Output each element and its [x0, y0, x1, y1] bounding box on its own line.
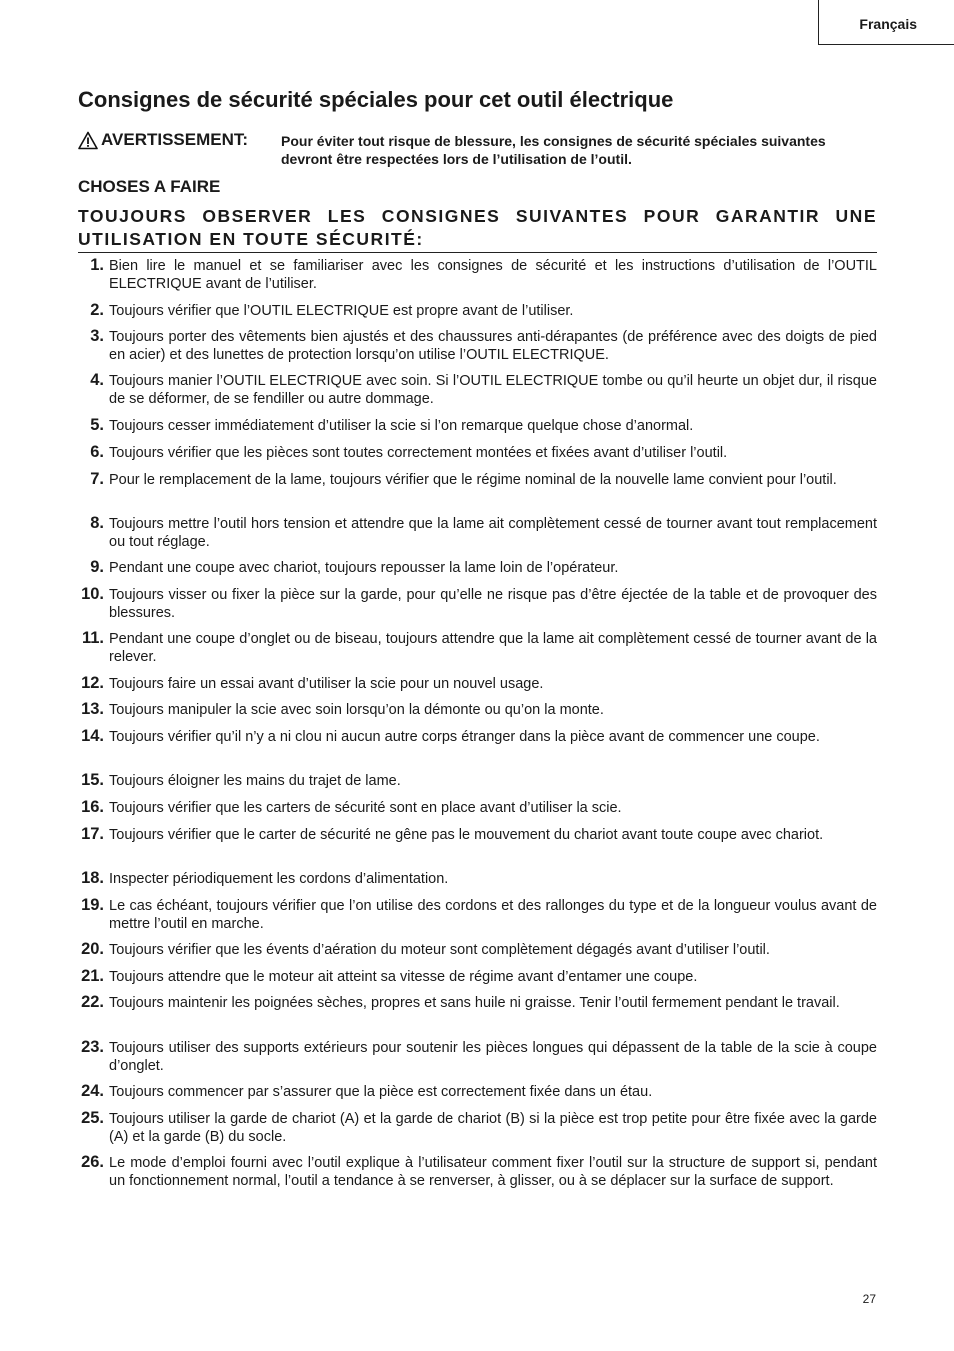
warning-text: Pour éviter tout risque de blessure, les consignes de sécurité spéciales suivantes devront être respectées lors de l’utilisation de l’outil.	[281, 133, 826, 167]
list-item-number: 12.	[81, 674, 104, 692]
list-item-number: 24.	[81, 1082, 104, 1100]
list-item-number: 16.	[81, 798, 104, 816]
list-item-text: Toujours utiliser la garde de chariot (A) et la garde de chariot (B) si la pièce est trop petite pour être fixée avec la garde (A) et la garde (B) du socle.	[109, 1111, 877, 1145]
list-item-number: 5.	[90, 416, 104, 434]
list-item-text: Bien lire le manuel et se familiariser avec les consignes de sécurité et les instructions d’utilisation de l’OUTIL ELECTRIQUE avant de l’utiliser.	[109, 258, 877, 292]
language-label: Français	[859, 16, 917, 32]
list-item-number: 26.	[81, 1153, 104, 1171]
list-item-text: Pour le remplacement de la lame, toujours vérifier que le régime nominal de la nouvelle lame convient pour l’outil.	[109, 472, 837, 488]
list-item-number: 1.	[90, 256, 104, 274]
list-item-text: Toujours commencer par s’assurer que la pièce est correctement fixée dans un étau.	[109, 1084, 653, 1100]
list-item-text: Toujours vérifier que le carter de sécurité ne gêne pas le mouvement du chariot avant toute coupe avec chariot.	[109, 827, 824, 843]
list-item-text: Toujours faire un essai avant d’utiliser la scie pour un nouvel usage.	[109, 676, 544, 692]
list-item-number: 22.	[81, 993, 104, 1011]
list-item-text: Toujours utiliser des supports extérieurs pour soutenir les pièces longues qui dépassent de la table de la scie à coupe d’onglet.	[109, 1040, 877, 1074]
list-item-text: Toujours manier l’OUTIL ELECTRIQUE avec soin. Si l’OUTIL ELECTRIQUE tombe ou qu’il heurte un objet dur, il risque de se déformer, de se fendiller ou autre dommage.	[109, 373, 877, 407]
list-item-number: 3.	[90, 327, 104, 345]
list-item-number: 8.	[90, 514, 104, 532]
list-item-text: Pendant une coupe d’onglet ou de biseau, toujours attendre que la lame ait complètement cessé de tourner avant de la relever.	[109, 631, 877, 665]
list-item-number: 20.	[81, 940, 104, 958]
list-item-text: Inspecter périodiquement les cordons d’alimentation.	[109, 871, 449, 887]
list-item-text: Toujours vérifier que les carters de sécurité sont en place avant d’utiliser la scie.	[109, 800, 622, 816]
list-item-number: 21.	[81, 967, 104, 985]
list-item-text: Toujours vérifier que les pièces sont toutes correctement montées et fixées avant d’utiliser l’outil.	[109, 445, 728, 461]
list-item-text: Toujours vérifier que les évents d’aération du moteur sont complètement dégagés avant d’utiliser l’outil.	[109, 942, 770, 958]
list-item-number: 4.	[90, 371, 104, 389]
list-item-number: 19.	[81, 896, 104, 914]
warning-label: AVERTISSEMENT:	[101, 130, 249, 149]
list-item-text: Toujours vérifier qu’il n’y a ni clou ni aucun autre corps étranger dans la pièce avant de commencer une coupe.	[109, 729, 820, 745]
list-item-number: 17.	[81, 825, 104, 843]
list-item-text: Toujours attendre que le moteur ait atteint sa vitesse de régime avant d’entamer une coupe.	[109, 969, 698, 985]
list-item-number: 2.	[90, 301, 104, 319]
list-item-number: 13.	[81, 700, 104, 718]
list-item-text: Toujours cesser immédiatement d’utiliser la scie si l’on remarque quelque chose d’anormal.	[109, 418, 694, 434]
list-item-text: Toujours porter des vêtements bien ajustés et des chaussures anti-dérapantes (de préférence avec des doigts de pied en acier) et des lunettes de protection lorsqu’on utilise l’OUTIL ELECTRIQUE.	[109, 329, 877, 363]
list-item-text: Toujours maintenir les poignées sèches, propres et sans huile ni graisse. Tenir l’outil fermement pendant le travail.	[109, 995, 840, 1011]
list-item-number: 10.	[81, 585, 104, 603]
list-item-text: Pendant une coupe avec chariot, toujours repousser la lame loin de l’opérateur.	[109, 560, 619, 576]
list-item-number: 9.	[90, 558, 104, 576]
section-subheading: CHOSES A FAIRE	[78, 177, 221, 196]
list-item-text: Toujours visser ou fixer la pièce sur la garde, pour qu’elle ne risque pas d’être éjectée de la table et de provoquer des blessures.	[109, 587, 877, 621]
list-item-number: 6.	[90, 443, 104, 461]
list-item-number: 11.	[81, 629, 104, 647]
list-item-number: 23.	[81, 1038, 104, 1056]
list-item-text: Le cas échéant, toujours vérifier que l’on utilise des cordons et des rallonges du type et de la longueur voulus avant de mettre l’outil en marche.	[109, 898, 877, 932]
list-item-number: 14.	[81, 727, 104, 745]
list-item-number: 7.	[90, 470, 104, 488]
list-item-number: 25.	[81, 1109, 104, 1127]
list-item-text: Toujours vérifier que l’OUTIL ELECTRIQUE est propre avant de l’utiliser.	[109, 303, 574, 319]
section-headline: TOUJOURS OBSERVER LES CONSIGNES SUIVANTES POUR GARANTIR UNE UTILISATION EN TOUTE SÉCURITÉ:	[78, 205, 877, 253]
list-item-text: Le mode d’emploi fourni avec l’outil explique à l’utilisateur comment fixer l’outil sur la structure de support si, pendant un fonctionnement normal, l’outil a tendance à se renverser, à glisser, ou à se déplacer sur la surface de support.	[109, 1155, 877, 1189]
list-item-number: 18.	[81, 869, 104, 887]
list-item-text: Toujours manipuler la scie avec soin lorsqu’on la démonte ou qu’on la monte.	[109, 702, 604, 718]
list-item-text: Toujours éloigner les mains du trajet de lame.	[109, 773, 401, 789]
page-title: Consignes de sécurité spéciales pour cet outil électrique	[78, 87, 674, 112]
page-number: 27	[862, 1292, 876, 1306]
list-item-number: 15.	[81, 771, 104, 789]
list-item-text: Toujours mettre l’outil hors tension et attendre que la lame ait complètement cessé de tourner avant tout remplacement ou tout réglage.	[109, 516, 877, 550]
